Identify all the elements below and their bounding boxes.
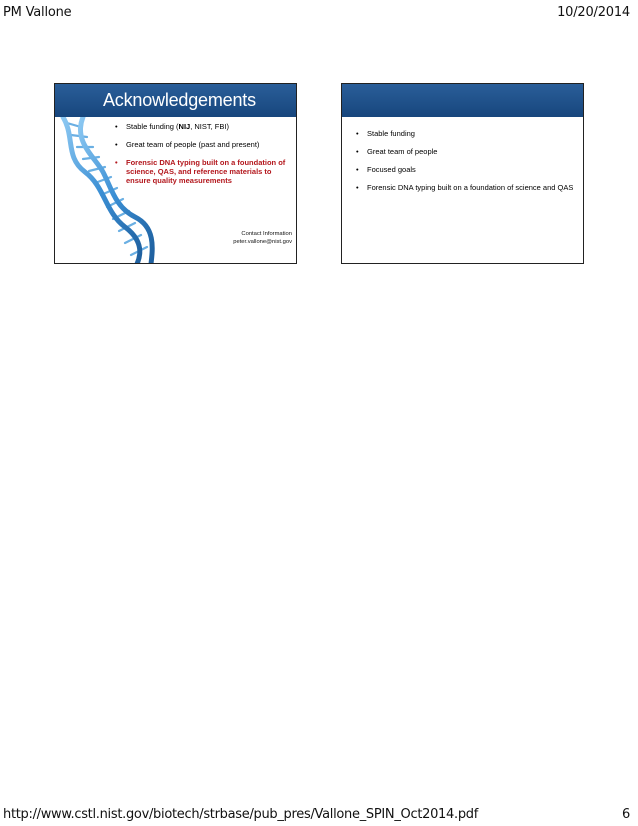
list-item (356, 147, 576, 156)
slide-title-bar (342, 84, 583, 117)
bullet-text: Great team of people (367, 147, 438, 156)
slide-notes (341, 83, 584, 264)
page-header-date: 10/20/2014 (557, 5, 630, 20)
bullet-text: Forensic DNA typing built on a foundation of science, QAS, and reference materials to ensure quality measurements (126, 158, 286, 185)
bullet-text-prefix: Stable funding ( (126, 122, 179, 131)
page-header-author: PM Vallone (3, 5, 72, 20)
notes-bullet-list (356, 129, 576, 201)
page-number: 6 (622, 807, 630, 822)
slide-title-bar (55, 84, 296, 117)
bullet-text: Great team of people (past and present) (126, 140, 260, 149)
list-item (115, 122, 293, 131)
slide-title: Acknowledgements (103, 90, 256, 110)
list-item (356, 129, 576, 138)
bullet-marker: • (356, 183, 359, 192)
contact-information (233, 230, 292, 246)
contact-email: peter.vallone@nist.gov (233, 239, 292, 245)
slide-acknowledgements (54, 83, 297, 264)
bullet-text: Forensic DNA typing built on a foundation of science and QAS (367, 183, 574, 192)
bullet-marker: • (115, 158, 118, 167)
bullet-text-suffix: , NIST, FBI) (190, 122, 229, 131)
bullet-marker: • (356, 147, 359, 156)
footer-url-link[interactable]: http://www.cstl.nist.gov/biotech/strbase/pub_pres/Vallone_SPIN_Oct2014.pdf (3, 807, 479, 822)
bullet-text-bold: NIJ (178, 122, 191, 131)
bullet-text: Focused goals (367, 165, 416, 174)
bullet-marker: • (115, 122, 118, 131)
bullet-marker: • (356, 165, 359, 174)
bullet-marker: • (115, 140, 118, 149)
list-item (115, 140, 293, 149)
bullet-text: Stable funding (367, 129, 415, 138)
list-item-highlight (115, 158, 293, 185)
bullet-marker: • (356, 129, 359, 138)
list-item (356, 183, 576, 192)
acknowledgements-bullet-list (115, 122, 293, 194)
list-item (356, 165, 576, 174)
contact-label: Contact Information (241, 231, 292, 237)
